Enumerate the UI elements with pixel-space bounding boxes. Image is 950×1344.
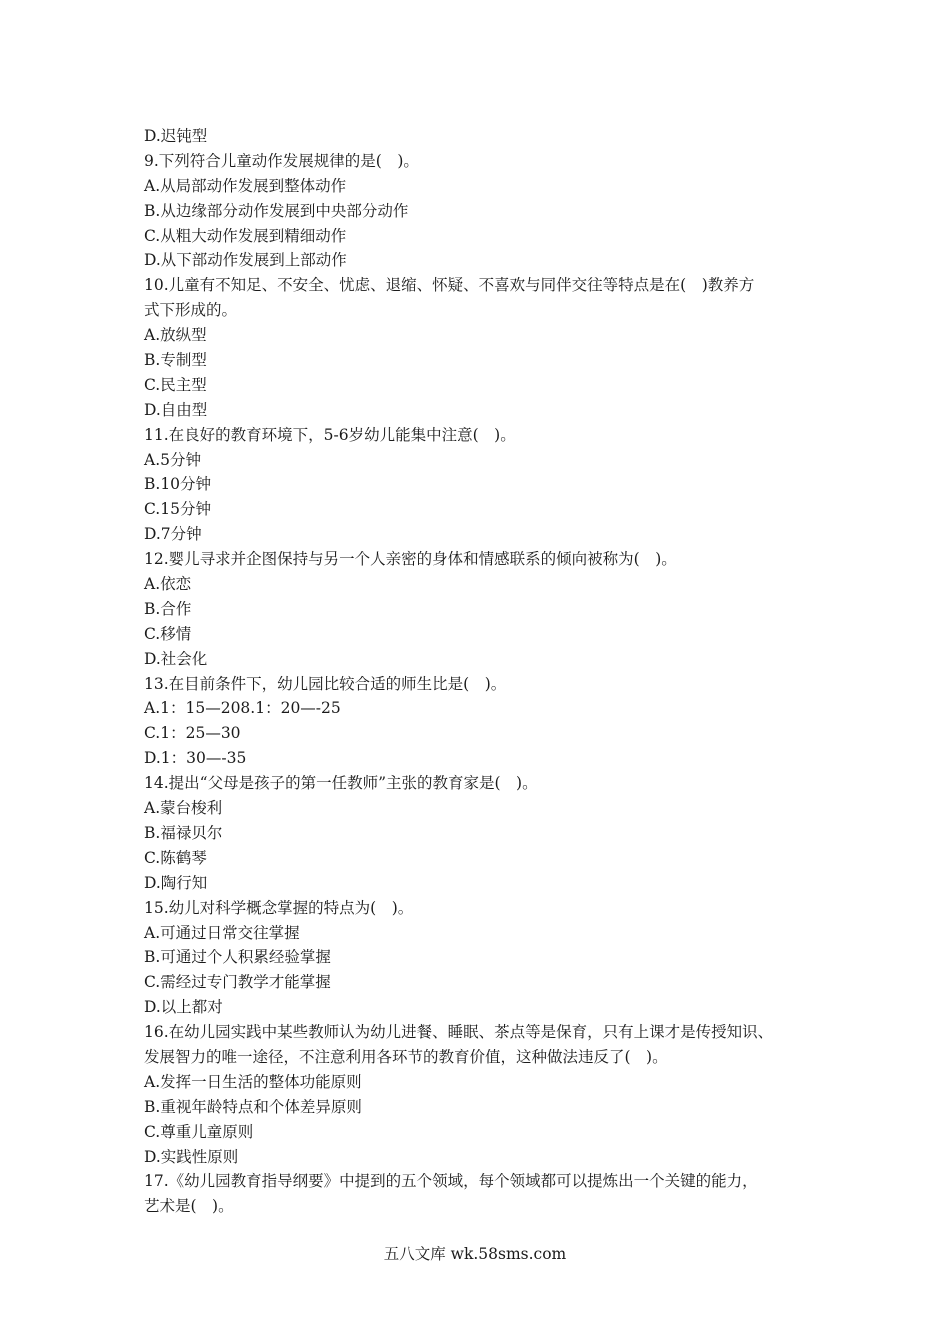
option-line: B.从边缘部分动作发展到中央部分动作 bbox=[144, 201, 409, 220]
option-line: D.陶行知 bbox=[144, 873, 208, 892]
option-line: B.福禄贝尔 bbox=[144, 823, 223, 842]
option-line: C.尊重儿童原则 bbox=[144, 1122, 254, 1141]
question-line: 12.婴儿寻求并企图保持与另一个人亲密的身体和情感联系的倾向被称为( )。 bbox=[144, 550, 677, 569]
question-line: 14.提出“父母是孩子的第一任教师”主张的教育家是( )。 bbox=[144, 774, 538, 793]
option-line: A.可通过日常交往掌握 bbox=[144, 923, 300, 942]
option-line: A.1：15—208.1：20—-25 bbox=[144, 699, 341, 718]
option-line: D.实践性原则 bbox=[144, 1147, 239, 1166]
option-line: D.迟钝型 bbox=[144, 127, 208, 145]
document-body bbox=[144, 124, 834, 1219]
option-line: B.合作 bbox=[144, 599, 192, 618]
option-line: D.以上都对 bbox=[144, 998, 223, 1017]
question-line: 10.儿童有不知足、不安全、忧虑、退缩、怀疑、不喜欢与同伴交往等特点是在( )教养方 bbox=[144, 276, 755, 295]
question-line: 17.《幼儿园教育指导纲要》中提到的五个领域，每个领域都可以提炼出一个关键的能力， bbox=[144, 1172, 758, 1191]
option-line: B.可通过个人积累经验掌握 bbox=[144, 948, 331, 967]
option-line: D.社会化 bbox=[144, 649, 208, 668]
option-line: C.1：25—30 bbox=[144, 724, 241, 743]
question-line: 16.在幼儿园实践中某些教师认为幼儿进餐、睡眠、茶点等是保育，只有上课才是传授知识、 bbox=[144, 1023, 774, 1042]
option-line: D.自由型 bbox=[144, 400, 208, 419]
option-line: D.1：30—-35 bbox=[144, 749, 247, 768]
option-line: C.从粗大动作发展到精细动作 bbox=[144, 226, 347, 245]
option-line: C.陈鹤琴 bbox=[144, 848, 207, 867]
option-line: C.需经过专门教学才能掌握 bbox=[144, 973, 331, 992]
option-line: C.民主型 bbox=[144, 375, 207, 394]
question-line: 9.下列符合儿童动作发展规律的是( )。 bbox=[144, 151, 419, 170]
page-footer-watermark: 五八文库 wk.58sms.com bbox=[383, 1245, 567, 1263]
option-line: A.从局部动作发展到整体动作 bbox=[144, 176, 347, 195]
option-line: D.7分钟 bbox=[144, 525, 202, 544]
option-line: A.蒙台梭利 bbox=[144, 799, 223, 818]
option-line: B.10分钟 bbox=[144, 475, 212, 494]
question-continuation-line: 发展智力的唯一途径，不注意利用各环节的教育价值，这种做法违反了( )。 bbox=[144, 1047, 668, 1066]
option-line: A.放纵型 bbox=[144, 326, 207, 345]
option-line: C.15分钟 bbox=[144, 500, 211, 519]
option-line: A.依恋 bbox=[144, 575, 192, 594]
option-line: A.5分钟 bbox=[144, 450, 201, 469]
option-line: D.从下部动作发展到上部动作 bbox=[144, 251, 347, 270]
question-line: 11.在良好的教育环境下，5-6岁幼儿能集中注意( )。 bbox=[144, 425, 516, 444]
option-line: C.移情 bbox=[144, 624, 192, 643]
option-line: B.专制型 bbox=[144, 351, 207, 370]
question-line: 15.幼儿对科学概念掌握的特点为( )。 bbox=[144, 898, 414, 917]
option-line: A.发挥一日生活的整体功能原则 bbox=[144, 1072, 362, 1091]
option-line: B.重视年龄特点和个体差异原则 bbox=[144, 1097, 362, 1116]
question-line: 13.在目前条件下，幼儿园比较合适的师生比是( )。 bbox=[144, 674, 507, 693]
question-continuation-line: 艺术是( )。 bbox=[144, 1197, 234, 1216]
question-continuation-line: 式下形成的。 bbox=[144, 301, 238, 320]
